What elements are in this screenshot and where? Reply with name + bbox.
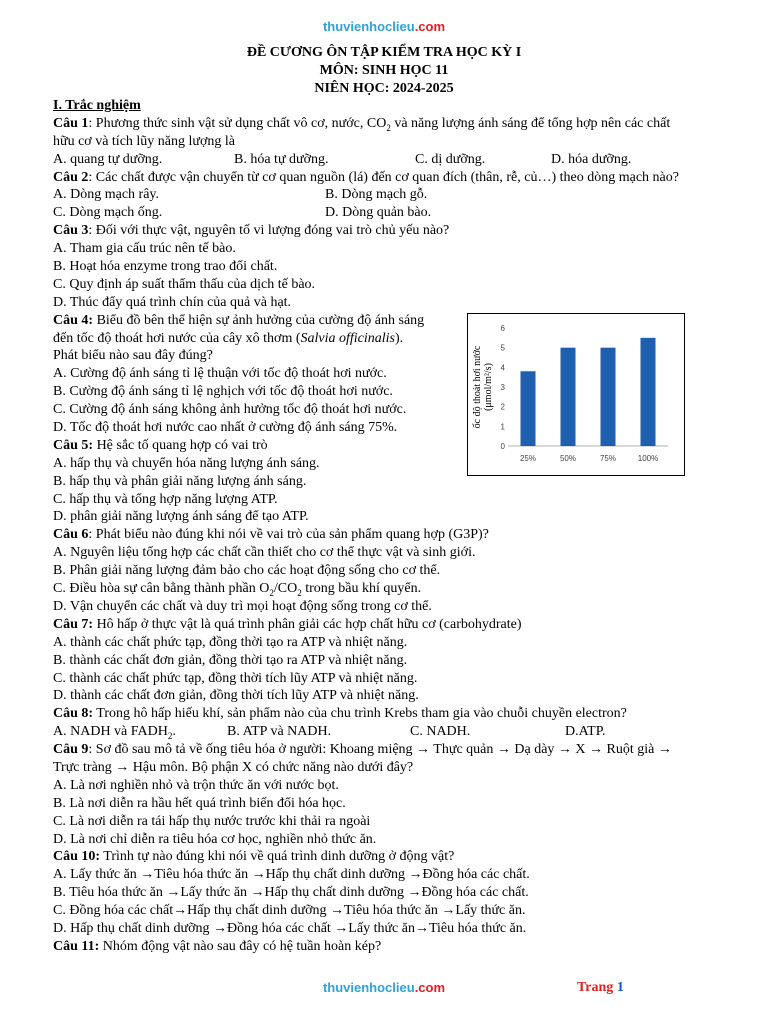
y-tick-label: 5 (500, 343, 505, 353)
y-tick-label: 6 (500, 324, 505, 333)
question-4-prompt: Phát biểu nào sau đây đúng? (53, 348, 213, 364)
site-header-brand (0, 19, 768, 34)
page-number-value: 1 (616, 980, 624, 995)
option-a: A. quang tự dưỡng. (53, 151, 163, 167)
option-c: C. Là nơi diễn ra tái hấp thụ nước trước khi thải ra ngoài (53, 813, 371, 829)
question-5: Câu 5: Hệ sắc tố quang hợp có vai trò (53, 437, 268, 453)
question-2-options-row1 (53, 186, 733, 204)
option-c: C. Cường độ ánh sáng không ảnh hưởng tốc độ thoát hơi nước. (53, 402, 407, 418)
option-d: D. hóa dưỡng. (551, 151, 632, 167)
question-1: Câu 1: Phương thức sinh vật sử dụng chất vô cơ, nước, $CO_2$ và năng lượng ánh sáng để tổng hợp nên các chất (53, 115, 671, 133)
x-tick-label: 25% (519, 454, 537, 463)
option-b: B. Tiêu hóa thức ăn →Lấy thức ăn →Hấp thụ chất dinh dưỡng →Đồng hóa các chất. (53, 885, 529, 901)
x-tick-label: 50% (559, 454, 577, 463)
option-a: A. Tham gia cấu trúc nên tế bào. (53, 241, 236, 257)
bar-100pct (641, 338, 656, 446)
y-axis-label-line1: ốc độ thoát hơi nước (472, 345, 483, 429)
document-body (53, 97, 733, 956)
x-tick-label: 100% (637, 454, 659, 463)
site-domain: .com (414, 19, 446, 34)
option-d: D. Vận chuyển các chất và duy trì mọi hoạt động sống trong cơ thể. (53, 598, 432, 614)
doc-year: NIÊN HỌC: 2024-2025 (314, 81, 454, 96)
site-name: thuvienhoclieu (322, 19, 415, 34)
option-a: A. Cường độ ánh sáng tỉ lệ thuận với tốc độ thoát hơi nước. (53, 366, 387, 382)
option-d: D. Dòng quản bào. (325, 205, 432, 221)
question-7: Câu 7: Hô hấp ở thực vật là quá trình phân giải các hợp chất hữu cơ (carbohydrate) (53, 616, 522, 632)
bar-chart (468, 314, 684, 475)
question-11: Câu 11: Nhóm động vật nào sau đây có hệ tuần hoàn kép? (53, 938, 382, 954)
page-number (577, 980, 624, 996)
doc-subject: MÔN: SINH HỌC 11 (319, 63, 449, 78)
option-b: B. ATP và NADH. (227, 724, 332, 740)
option-d: D. Thúc đẩy quá trình chín của quả và hạt. (53, 294, 292, 310)
question-4: Câu 4: Biểu đồ bên thể hiện sự ảnh hưởng của cường độ ánh sáng (53, 312, 425, 328)
option-c: C. Quy định áp suất thẩm thấu của dịch tế bào. (53, 276, 316, 292)
question-2-options-row2 (53, 204, 733, 222)
option-c: C. Đồng hóa các chất→Hấp thụ chất dinh dưỡng →Tiêu hóa thức ăn →Lấy thức ăn. (53, 903, 526, 919)
option-b: B. Cường độ ánh sáng tỉ lệ nghịch với tốc độ thoát hơi nước. (53, 384, 393, 400)
y-axis-label-line2: (μmol/m²/s) (483, 363, 494, 411)
y-tick-label: 4 (500, 363, 505, 373)
page-label: Trang (577, 980, 617, 995)
option-b: B. Hoạt hóa enzyme trong trao đổi chất. (53, 259, 278, 275)
option-b: B. hóa tự dưỡng. (234, 151, 329, 167)
x-tick-label: 75% (599, 454, 617, 463)
option-d: D. Tốc độ thoát hơi nước cao nhất ở cường độ ánh sáng 75%. (53, 420, 398, 436)
option-d: D. Hấp thụ chất dinh dưỡng →Đồng hóa các chất →Lấy thức ăn→Tiêu hóa thức ăn. (53, 920, 527, 936)
option-c: C. Dòng mạch ống. (53, 205, 163, 221)
question-3: Câu 3: Đối với thực vật, nguyên tố vi lượng đóng vai trò chủ yếu nào? (53, 223, 450, 239)
question-1-options (53, 151, 733, 169)
option-a: A. hấp thụ và chuyển hóa năng lượng ánh sáng. (53, 455, 320, 471)
option-b: B. Là nơi diễn ra hầu hết quá trình biến đổi hóa học. (53, 795, 346, 811)
y-axis-label (472, 345, 494, 428)
question-9: Câu 9: Sơ đồ sau mô tả về ống tiêu hóa ở người: Khoang miệng → Thực quản → Dạ dày → X → Ruột già → (53, 742, 672, 758)
option-c: C. dị dưỡng. (415, 151, 486, 167)
y-tick-label: 0 (500, 442, 505, 451)
bar-75pct (601, 348, 616, 446)
question-8-options (53, 723, 733, 741)
option-c: C. NADH. (410, 724, 471, 740)
option-d: D. Là nơi chỉ diễn ra tiêu hóa cơ học, nghiền nhỏ thức ăn. (53, 831, 377, 847)
option-d: D.ATP. (565, 724, 606, 740)
option-d: D. phân giải năng lượng ánh sáng để tạo ATP. (53, 509, 309, 525)
y-tick-label: 1 (500, 422, 505, 432)
question-2: Câu 2: Các chất được vận chuyển từ cơ quan nguồn (lá) đến cơ quan đích (thân, rễ, củ…) theo dòng mạch nào? (53, 169, 679, 185)
option-a: A. Là nơi nghiền nhỏ và trộn thức ăn với nước bọt. (53, 777, 339, 793)
option-b: B. Dòng mạch gỗ. (325, 187, 428, 203)
option-a: A. Lấy thức ăn →Tiêu hóa thức ăn →Hấp thụ chất dinh dưỡng →Đồng hóa các chất. (53, 867, 530, 883)
section-heading: I. Trắc nghiệm (53, 98, 141, 113)
option-a: A. NADH và $FADH_2$. (53, 724, 176, 741)
site-footer-brand (0, 980, 768, 995)
question-1-cont: hữu cơ và tích lũy năng lượng là (53, 133, 235, 149)
option-a: A. Dòng mạch rây. (53, 187, 160, 203)
bar-50pct (561, 348, 576, 446)
question-6: Câu 6: Phát biểu nào đúng khi nói về vai trò của sản phẩm quang hợp (G3P)? (53, 527, 489, 543)
question-9-cont: Trực tràng → Hậu môn. Bộ phận X có chức năng nào dưới đây? (53, 759, 414, 775)
option-b: B. Phân giải năng lượng đảm bảo cho các hoạt động sống cho cơ thể. (53, 563, 441, 579)
doc-title: ĐỀ CƯƠNG ÔN TẬP KIỂM TRA HỌC KỲ I (246, 45, 522, 60)
option-c: C. thành các chất phức tạp, đồng thời tích lũy ATP và nhiệt năng. (53, 670, 418, 686)
site-name: thuvienhoclieu (322, 980, 415, 995)
chart-bars (521, 338, 656, 446)
option-a: A. thành các chất phức tạp, đồng thời tạo ra ATP và nhiệt năng. (53, 634, 408, 650)
question-4-cont: đến tốc độ thoát hơi nước của cây xô thơm (Salvia officinalis). (53, 330, 404, 346)
question-10: Câu 10: Trình tự nào đúng khi nói về quá trình dinh dưỡng ở động vật? (53, 849, 455, 865)
option-b: B. hấp thụ và phân giải năng lượng ánh sáng. (53, 473, 307, 489)
option-c: C. Điều hòa sự cân bằng thành phần $O_2/CO_2$ trong bầu khí quyển. (53, 581, 422, 598)
bar-25pct (521, 371, 536, 446)
option-c: C. hấp thụ và tổng hợp năng lượng ATP. (53, 491, 278, 507)
y-tick-label: 3 (500, 383, 505, 392)
transpiration-chart (467, 313, 685, 476)
y-tick-label: 2 (500, 402, 505, 412)
option-d: D. thành các chất đơn giản, đồng thời tích lũy ATP và nhiệt năng. (53, 688, 419, 704)
option-b: B. thành các chất đơn giản, đồng thời tạo ra ATP và nhiệt năng. (53, 652, 408, 668)
option-a: A. Nguyên liệu tổng hợp các chất cần thiết cho cơ thể thực vật và sinh giới. (53, 545, 476, 561)
question-8: Câu 8: Trong hô hấp hiếu khí, sản phẩm nào của chu trình Krebs tham gia vào chuỗi chuyền electron? (53, 706, 627, 722)
site-domain: .com (414, 980, 446, 995)
